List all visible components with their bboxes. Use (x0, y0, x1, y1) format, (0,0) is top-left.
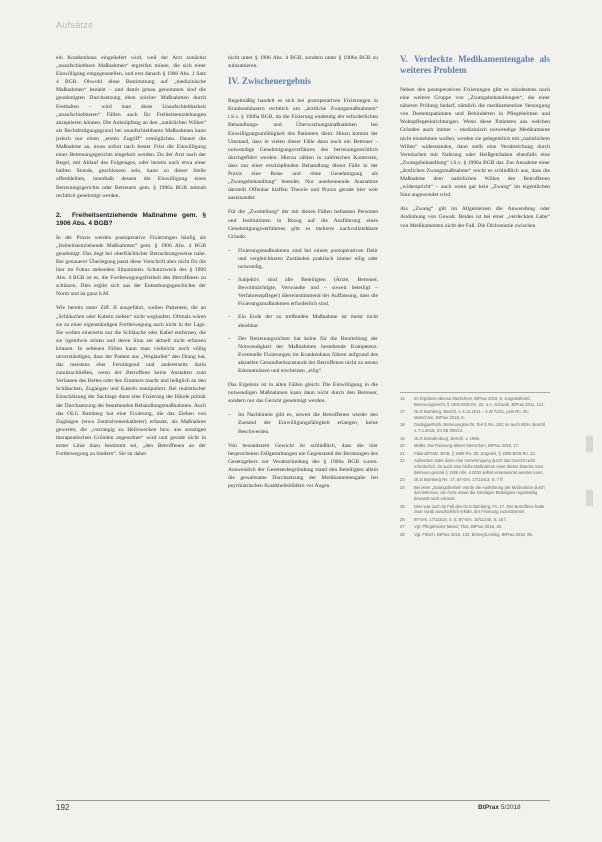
paragraph: Als „Zwang“ gilt im Allgemeinen die Anwendung oder Androhung von Gewalt. Beides ist bei einer „verdeckten Gabe“ von Medikamenten nicht der Fall. Die Dichotomie zwischen (400, 206, 550, 229)
journal-name: BtPrax (478, 804, 499, 811)
footnote (400, 396, 550, 407)
footnote-text: Vgl. Fölsch, BtPrax 2018, 132; Brosey/Lesting, BtPrax 2018, 95. (414, 531, 533, 537)
column-middle (228, 54, 378, 496)
margin-tab-marker (586, 490, 593, 506)
footnote-text: Außerdem wäre dann eine Genehmigung durch das Gericht nicht erforderlich, da auch eine bloße Maßnahme einer dieser Zwecke vom Betreuer gemäß § 1906 Abs. 4 BGB selbst verantwortet werden kann. (414, 458, 544, 475)
footnote (400, 532, 550, 538)
footnote-number: 17 (400, 409, 405, 415)
heading-number: V. (400, 54, 408, 64)
column-left (56, 54, 206, 464)
footnote-text: Palandt/Götz, BGB, § 1906 Rn. 30; Jurgeleit, § 1906 BGB Rn. 22. (414, 450, 536, 456)
footnote-number: 27 (400, 524, 405, 530)
heading-title: Freiheitsentziehende Maßnahme gem. § 1906 Abs. 4 BGB? (56, 211, 206, 227)
paragraph: In der Praxis werden postoperative Fixierungen häufig als „freiheitsentziehende Maßnahmen“ gem. § 1906 Abs. 4 BGB genehmigt. Das liegt bei oberflächlicher Betrachtungsweise nahe. Bei genauerer Überlegung passt diese Vorschrift aber nicht für die hier im Fokus stehenden Situationen. Schutzzweck des § 1906 Abs. 4 BGB ist es, die Fortbewegungsfreiheit des Betroffenen zu schützen. Dies ergibt sich aus der Entstehungsgeschichte der Norm und ist ganz h.M. (56, 234, 206, 298)
list-item: – Ein Ende der zu treffenden Maßnahme ist meist nicht absehbar. (228, 313, 378, 329)
footnote-text: OLG Bamberg Rn. 17; BT-Drs. 17/11513, S. 7 ff. (414, 477, 504, 483)
footnote-text: Dies war auch im Fall des OLG Bamberg, Fn. 17. Der Betroffene hatte zwar vorab ausdrücklich erklärt, der Fixierung zuzustimmen. (414, 503, 545, 515)
footnote (400, 504, 550, 515)
footnote-text: OLG Bamberg, Beschl. v. 5.12.2011 – 4 W 73/11, juris Rn. 25; Marschner, BtPrax 2018, 8. (414, 409, 529, 420)
heading-title: Zwischenergebnis (242, 76, 312, 87)
heading-number: 2. (56, 211, 62, 219)
paragraph: Von besonderem Gewicht ist schließlich, dass die hier besprochenen Fallgestaltungen nie Gegenstand der Beratungen des Gesetzgebers zur Verabschiedung des § 1906a BGB waren. Ausweislich der Gesetzesbegründung stand den Beteiligten allein die gewaltsame Durchsetzung der Medikamentengabe bei psychiatrischen Krankheitsbildern vor Augen. (228, 442, 378, 490)
bullet-list (228, 247, 378, 375)
footnote-text: Bei einer „Zwangsfreiheit“ würde die Ausführung der Maßnahme durch den Betreuer, die Ärzte sowie die sonstigen Beteiligten regelmäßig bewusst nicht erkannt. (414, 484, 545, 501)
footnote-number: 23 (400, 477, 405, 483)
paragraph: Wie bereits unter Ziff. II ausgeführt, wollen Patienten, die an „Schläuchen oder Kabeln ziehen“ nicht weglaufen. Oftmals wären sie zu einer eigenständigen Fortbewegung auch nicht in der Lage. Sie wollen einerseits nur die Schläuche oder Kabel entfernen, die sie irgendwie stören und deren Sinn sie aktuell nicht erfassen können. In seltenen Fällen kann man vielleicht noch völlig unverständigen, dass der Patient aus „Weglaufen“ den Drang hat, das meistens eher Fernliegend und andererseits darin zunutzschließen, wenn der Betroffene keine Anstalten zum Verlassen des Bettes oder des Zimmers macht und lediglich an den Schläuchen, Zugängen und Kabeln manipuliert. Bei realistischer Einschätzung der Sachlage dient eine Fixierung der Hände primär der Durchsetzung der bestehenden Behandlungsmaßnahmen. Auch das OLG Bamberg hat eine Fixierung, die das Ziehen von Zugängen (etwa Zentralvenenkatheter) erfasste, als Maßnahme gewertet, die „vorrangig zu Heilzwecken bzw. aus sonstigen therapeutischen Gründen angeordnet“ wird und gerade nicht in erster Linie dazu bestimmt sei, „den Betroffenen an der Fortbewegung zu hindern“. Sie ist daher (56, 305, 206, 458)
footnotes (400, 392, 550, 539)
footnote (400, 485, 550, 502)
column-right (400, 54, 550, 236)
footnote-text: Dodegge/Roth, Betreuungsrecht, Teil G Rn. 130; so auch BGH, Beschl. v. 7.1.2015, XII ZB 395/14. (414, 422, 547, 433)
footnote-text: Vgl. Pflegeheime Mainz; Thar, BtPrax 2018, 26. (414, 524, 503, 530)
footnote-number: 18 (400, 422, 405, 428)
footnote-number: 28 (400, 531, 405, 537)
footnote-number: 24 (400, 484, 405, 490)
list-item: – Im Nachhinein gibt es, soweit die Betroffenen wieder den Zustand der Einwilligungsfähigkeit erlangen, keine Beschwerden. (228, 411, 378, 435)
footnote-text: Im Ergebnis ebenso Marschner, BtPrax 2018, 6; Jurgeleit/Kieß, Betreuungsrecht, § 1906 BGB Rn. 22; a.A. Schwab, BtPrax 2011, 121. (414, 396, 545, 407)
footnote-number: 26 (400, 516, 405, 522)
section-heading-iv (228, 76, 378, 87)
footnote-text: BT-Drs. 17/11513, S. 6; BT-Drs. 18/11240, S. 18 f. (414, 516, 507, 522)
paragraph: nicht unter § 1906 Abs. 4 BGB, sondern unter § 1906a BGB zu subsumieren. (228, 55, 378, 70)
footnote (400, 443, 550, 449)
heading-title: Verdeckte Medikamentengabe als weiteres Problem (400, 54, 550, 75)
paragraph: Das Ergebnis ist in allen Fällen gleich: Die Einwilligung in die notwendigen Maßnahmen kann dann nicht durch den Betreuer, sondern nur das Gericht genehmigt werden. (228, 382, 378, 405)
footnote (400, 422, 550, 433)
footer-divider (56, 800, 550, 801)
paragraph: Neben den postoperativen Fixierungen gibt es mindestens noch eine weitere Gruppe von „Zwangsbehandlungen“, die einer näheren Prüfung bedarf, nämlich die medikamentöse Versorgung von Demenzpatienten und Behinderten in Pflegeheimen und Wohnpflegeeinrichtungen. Wenn diese Patienten aus welchen Gründen auch immer – medizinisch notwendige Medikamente nicht einnehmen wollen, werden sie gelegentlich mit „natürlichem Willen“ widerstanden, dann stellt eine Verabreichung durch Vermischen mit Nahrung oder Heißgetränken ebenfalls eine „Zwangsbehandlung“ i.S.v. § 1906a BGB dar. Zur Annahme einer „ärztlichen Zwangsmaßnahme“ reicht es schließlich aus, dass die Maßnahme dem natürlichen Willen des Betroffenen „widerspricht“ – auch wenn gar kein „Zwang“ im eigentlichen Sinn angewendet wird. (400, 87, 550, 199)
bullet-list-2 (228, 411, 378, 435)
footnote-number: 21 (400, 450, 405, 456)
footnote (400, 409, 550, 420)
footnote (400, 517, 550, 523)
footnote (400, 477, 550, 483)
footnote-text: Müller, Die Fixierung älterer Menschen, BtPrax 2016, 17. (414, 443, 520, 449)
paragraph: Regelmäßig handelt es sich bei postoperativen Fixierungen in Krankenhäusern rechtlich um „ärztliche Zwangsmaßnahmen“ i.S.v. § 1906a BGB, da die Fixierung eindeutig der erforderlichen Behandlungs- und Überwachungsmaßnahmen bei Einwilligungsunfähigkeit des Patienten dient. Hinzu kommt der Umstand, dass in vielen dieser Fälle dann noch ein Betreuer – notwendige Genehmigungsverfahren des betreuungsrechtlich durchgeführt werden. Hierzu zählen in zahlreichen Kontexten, dass nur einer erschöpfenden Behandlung dieser Fälle in der Praxis eine Reise und ohne Genehmigung als „Zwangsbehandlung“ beendet. Nur anerkennende Ausnahme darstellt Offenbar klaffen Theorie und Praxis gerade hier weit auseinander. (228, 98, 378, 202)
paragraph: Für die „Zweiteilung“ der mit diesen Fällen befassten Personen und Institutionen in Bezug auf die Ausführung eines Genehmigungsverfahrens gibt es mehrere nachvollziehbare Gründe: (228, 209, 378, 240)
margin-tab-marker (586, 436, 593, 452)
heading-number: IV. (228, 76, 240, 87)
footnote-number: 25 (400, 503, 405, 509)
footnote-text: OLG Brandenburg, Beschl. v. 1998. (414, 435, 481, 441)
footnote (400, 451, 550, 457)
paragraph: ein Krankenhaus eingeliefert wird, weil der Arzt zunächst „unaufschiebbare Maßnahmen“ ergreifen müsse, die sich einer Einwilligung entgegenstellen, und erst danach § 1906 Abs. 1 Satz 4 BGB. Obwohl diese Bestimmung auf „medizinische Maßnahmen“ bezieht – und damit genau genommen sind die genehmigten Durchsetzung eben solcher Maßnahmen durch Festhalten – wird man diese Unaufschiebbarkeit „unaufschiebbaren“ Fällen auch für Freiheitsentziehungen akzeptieren können. Die Anknüpfung an den „natürlichen Willen“ als Rechtfertigungsgrund bei unaufschiebbaren Maßnahmen kann jedoch nur einen „ersten Zugriff“ ermöglichen. Dauert die Maßnahme an, muss sofort nach bester Frist die Einwilligung eines Betreuungsgerichts eingeholt werden. Da der Arzt nach der Regel, mit Ablauf des Folgetages, oder bereits nach etwa einer halben Stunde, geschlossen sein, kann zu dieser Stelle offenbleiben, innerhalb dessen die Einwilligung eines Betreuungsgerichts oder Betreuers gem. § 1906a BGB zeitnah rechtlich genehmigt werden. (56, 55, 206, 199)
footnote-number: 20 (400, 443, 405, 449)
list-item: – Der Betreuungsrichter hat keine für die Beurteilung der Notwendigkeit der Maßnahmen bestehende Kompetenz. Eventuelle Fixierungen im Krankenhaus führen aufgrund des aktuellen Gesundheitszustands der Betroffenen nicht zu neuen Erkenntnissen und erscheinen „eilig“. (228, 335, 378, 375)
footnote-number: 19 (400, 435, 405, 441)
list-item: – Subjektiv sind alle Beteiligten (Ärzte, Betreuer, Bevollmächtigte, Verwandte und – soweit beteiligt – Verfahrenspfleger) übereinstimmend der Auffassung, dass die Fixierungsmaßnahmen erforderlich sind. (228, 276, 378, 308)
section-heading-v (400, 54, 550, 76)
page-number: 192 (56, 803, 70, 812)
footnote (400, 524, 550, 530)
footnote (400, 436, 550, 442)
section-heading-2 (56, 212, 206, 228)
footnote-number: 16 (400, 396, 405, 401)
section-header: Aufsätze (56, 20, 94, 30)
list-item: – Fixierungsmaßnahmen sind bei einem postoperativen Delir und vergleichbaren Zuständen praktisch immer eilig oder notwendig. (228, 247, 378, 271)
journal-issue: 5/2018 (500, 804, 521, 811)
footnote-number: 22 (400, 458, 405, 464)
footnote (400, 458, 550, 475)
journal-citation (478, 804, 521, 811)
